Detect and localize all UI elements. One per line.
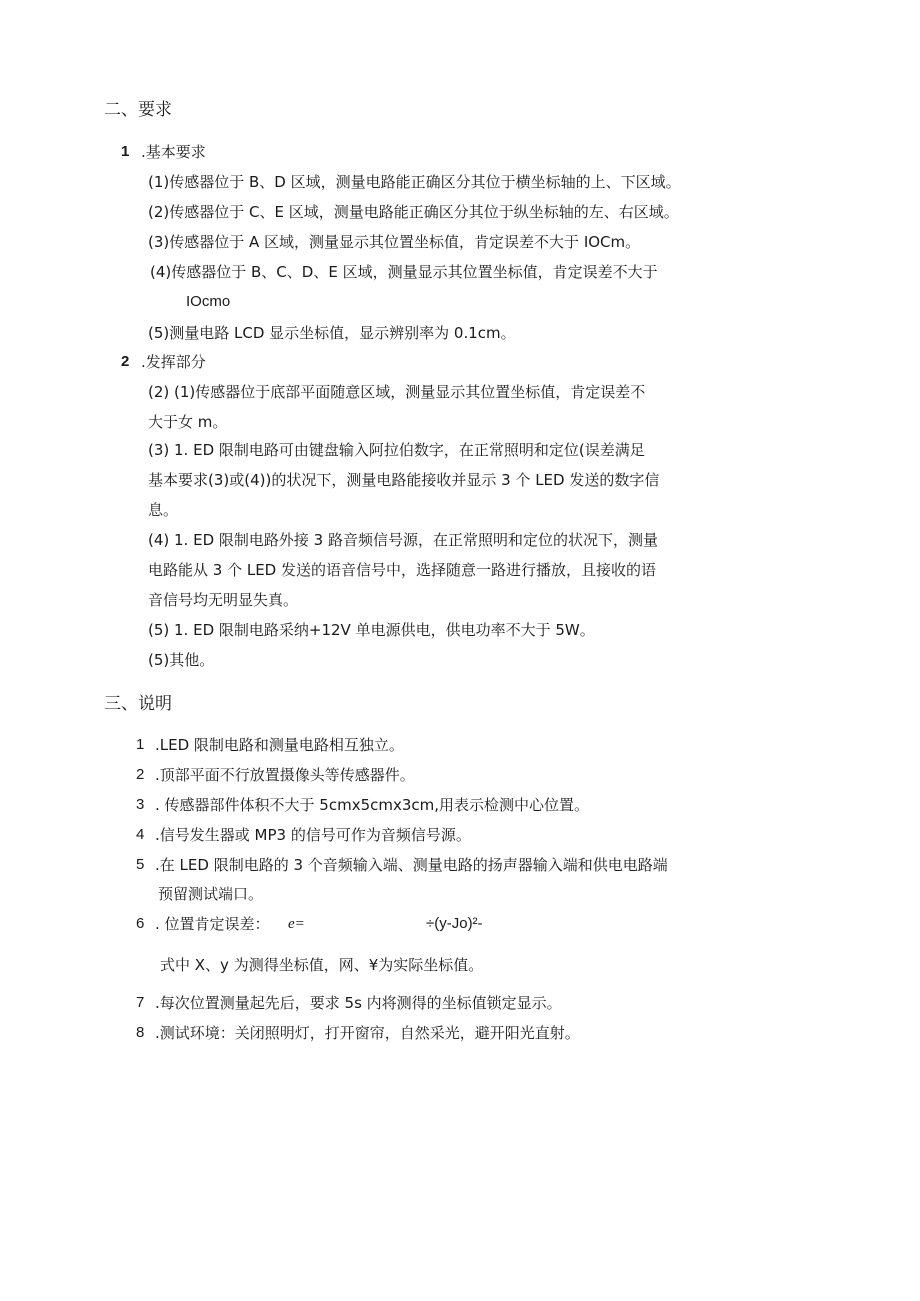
note-number-6: 6 [136, 915, 145, 932]
note-text-8: .测试环境：关闭照明灯，打开窗帘，自然采光，避开阳光直射。 [155, 1024, 580, 1042]
basic-item-1: (1)传感器位于 B、D 区域，测量电路能正确区分其位于横坐标轴的上、下区域。 [148, 173, 681, 191]
advanced-number: 2 [121, 353, 130, 370]
note-text-1: .LED 限制电路和测量电路相互独立。 [155, 736, 404, 754]
note-text-3: . 传感器部件体积不大于 5cmx5cmx3cm,用表示检测中心位置。 [155, 796, 590, 814]
note-number-1: 1 [136, 736, 145, 753]
note-text-6-cont: 式中 X、y 为测得坐标值，网、¥为实际坐标值。 [160, 956, 484, 974]
basic-item-2: (2)传感器位于 C、E 区域，测量电路能正确区分其位于纵坐标轴的左、右区域。 [148, 203, 679, 221]
advanced-line-10: (5)其他。 [148, 651, 215, 669]
note-number-8: 8 [136, 1024, 145, 1041]
advanced-line-2: 大于女 m。 [148, 413, 228, 431]
advanced-line-9: (5) 1. ED 限制电路采纳+12V 单电源供电，供电功率不大于 5W。 [148, 621, 595, 639]
note-text-5-cont: 预留测试端口。 [158, 885, 264, 903]
basic-requirements-number: 1 [121, 143, 130, 160]
basic-item-5: (5)测量电路 LCD 显示坐标值，显示辨别率为 0.1cm。 [148, 324, 516, 342]
note-text-7: .每次位置测量起先后，要求 5s 内将测得的坐标值锁定显示。 [155, 994, 562, 1012]
note-text-6: . 位置肯定误差： [155, 915, 270, 933]
advanced-line-5: 息。 [148, 501, 179, 519]
basic-requirements-title: .基本要求 [141, 143, 206, 161]
basic-item-3: (3)传感器位于 A 区域，测量显示其位置坐标值，肯定误差不大于 IOCm。 [148, 233, 641, 251]
section-title-notes: 三、说明 [104, 694, 172, 714]
note-number-4: 4 [136, 826, 145, 843]
formula-right: ÷(y-Jo)²- [426, 915, 483, 932]
basic-item-4: (4)传感器位于 B、C、D、E 区域，测量显示其位置坐标值，肯定误差不大于 [150, 263, 658, 281]
formula-left: e= [288, 916, 305, 932]
advanced-line-6: (4) 1. ED 限制电路外接 3 路音频信号源，在正常照明和定位的状况下，测量 [148, 531, 658, 549]
note-number-2: 2 [136, 766, 145, 783]
note-text-2: .顶部平面不行放置摄像头等传感器件。 [155, 766, 415, 784]
note-number-3: 3 [136, 796, 145, 813]
advanced-line-7: 电路能从 3 个 LED 发送的语音信号中，选择随意一路进行播放，且接收的语 [148, 561, 657, 579]
note-text-5: .在 LED 限制电路的 3 个音频输入端、测量电路的扬声器输入端和供电电路端 [155, 856, 668, 874]
basic-item-4-cont: IOcmo [186, 293, 231, 310]
advanced-line-4: 基本要求(3)或(4))的状况下，测量电路能接收并显示 3 个 LED 发送的数字信 [148, 471, 660, 489]
note-number-7: 7 [136, 994, 145, 1011]
advanced-line-8: 音信号均无明显失真。 [148, 591, 299, 609]
advanced-title: .发挥部分 [141, 353, 206, 371]
section-title-requirements: 二、要求 [104, 100, 172, 120]
advanced-line-1: (2) (1)传感器位于底部平面随意区域，测量显示其位置坐标值，肯定误差不 [148, 383, 646, 401]
advanced-line-3: (3) 1. ED 限制电路可由键盘输入阿拉伯数字，在正常照明和定位(误差满足 [148, 441, 645, 459]
note-number-5: 5 [136, 856, 145, 873]
note-text-4: .信号发生器或 MP3 的信号可作为音频信号源。 [155, 826, 471, 844]
